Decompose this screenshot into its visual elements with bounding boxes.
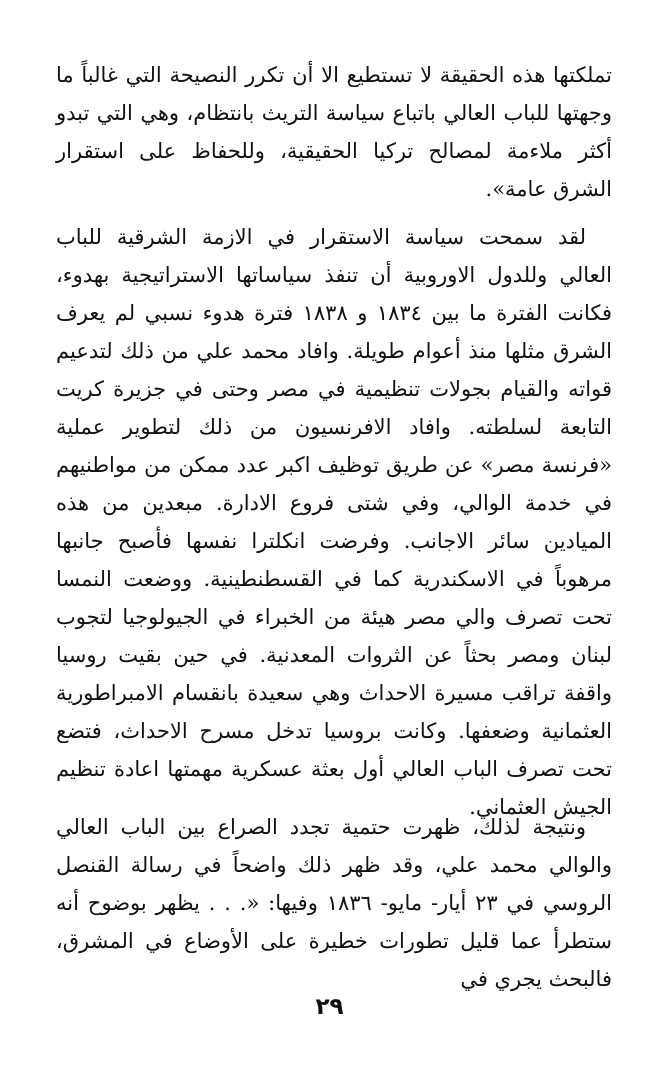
page-number: ٢٩ [315, 994, 344, 1020]
paragraph-text: لقد سمحت سياسة الاستقرار في الازمة الشرقية للباب العالي وللدول الاوروبية أن تنفذ سياساتها الاستراتيجية بهدوء، فكانت الفترة ما بين ١٨٣٤ و ١٨٣٨ فترة هدوء نسبي لم يعرف الشرق مثلها منذ أعوام طويلة. وافاد محمد علي من ذلك لتدعيم قواته والقيام بجولات تنظيمية في مصر وحتى في جزيرة كريت التابعة لسلطته. وافاد الافرنسيون من ذلك لتطوير عملية «فرنسة مصر» عن طريق توظيف اكبر عدد ممكن من مواطنيهم في خدمة الوالي، وفي شتى فروع الادارة. مبعدين من هذه الميادين سائر الاجانب. وفرضت انكلترا نفسها فأصبح جانبها مرهوباً في الاسكندرية كما في القسطنطينية. ووضعت النمسا تحت تصرف والي مصر هيئة من الخبراء في الجيولوجيا لتجوب لبنان ومصر بحثاً عن الثروات المعدنية. في حين بقيت روسيا واقفة تراقب مسيرة الاحداث وهي سعيدة بانقسام الامبراطورية العثمانية وضعفها. وكانت بروسيا تدخل مسرح الاحداث، فتضع تحت تصرف الباب العالي أول بعثة عسكرية مهمتها اعادة تنظيم الجيش العثماني. [56, 225, 612, 819]
paragraph-text: تملكتها هذه الحقيقة لا تستطيع الا أن تكرر النصيحة التي غالباً ما وجهتها للباب العالي باتباع سياسة التريث بانتظام، وهي التي تبدو أكثر ملاءمة لمصالح تركيا الحقيقية، وللحفاظ على استقرار الشرق عامة». [56, 63, 612, 201]
paragraph-conflict-renewal [56, 808, 612, 998]
paragraph-stability-policy [56, 218, 612, 826]
paragraph-quote-ending [56, 56, 612, 208]
paragraph-text: ونتيجة لذلك، ظهرت حتمية تجدد الصراع بين الباب العالي والوالي محمد علي، وقد ظهر ذلك واضحاً في رسالة القنصل الروسي في ٢٣ أيار- مايو- ١٨٣٦ وفيها: «. . . يظهر بوضوح أنه ستطرأ عما قليل تطورات خطيرة على الأوضاع في المشرق، فالبحث يجري في [56, 815, 613, 991]
